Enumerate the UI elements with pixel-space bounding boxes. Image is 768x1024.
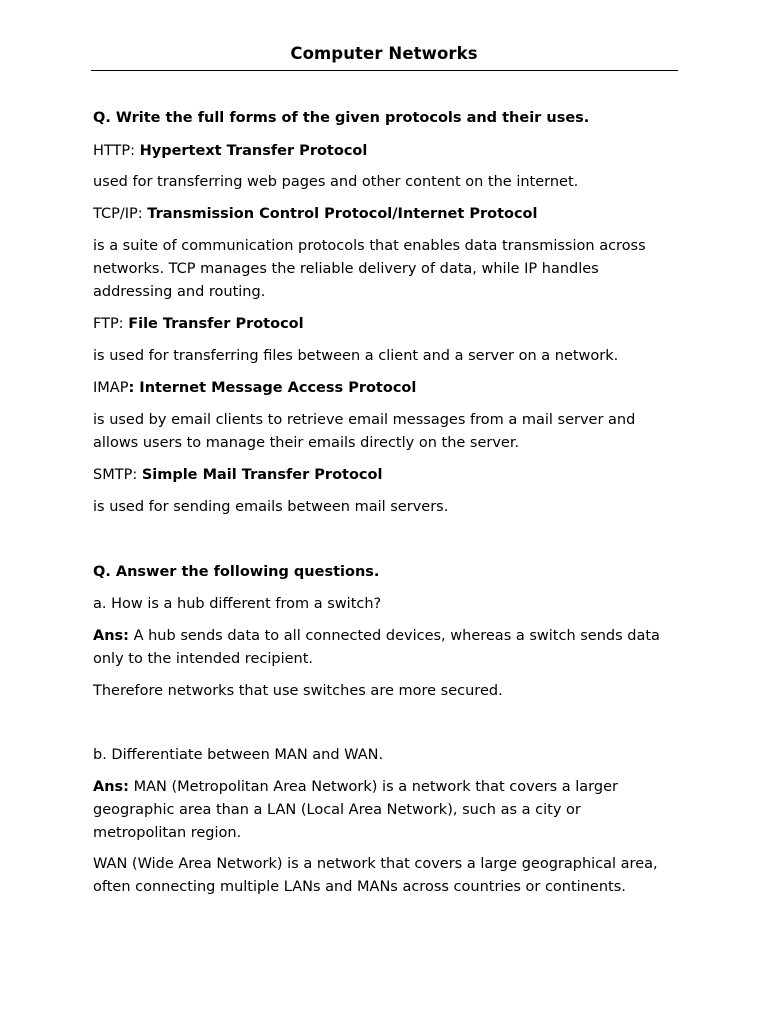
page-title: Computer Networks (290, 44, 478, 63)
protocol-tcpip-use-line: is a suite of communication protocols that enables data transmission across (93, 238, 646, 254)
protocol-ftp-use: is used for transferring files between a client and a server on a network. (93, 348, 619, 364)
protocol-http-heading (93, 140, 693, 163)
question-b: b. Differentiate between MAN and WAN. (93, 747, 384, 763)
answer-text: MAN (Metropolitan Area Network) is a network that covers a larger (128, 779, 618, 795)
protocol-abbr: HTTP: (93, 143, 140, 159)
answer-a-line: only to the intended recipient. (93, 651, 314, 667)
protocol-full-form: Hypertext Transfer Protocol (139, 143, 368, 159)
protocol-smtp-heading (93, 464, 693, 487)
section2-question: Q. Answer the following questions. (93, 564, 380, 580)
protocol-full-form: File Transfer Protocol (128, 316, 304, 332)
protocol-full-form: Transmission Control Protocol/Internet Protocol (147, 206, 538, 222)
protocol-tcpip-heading (93, 203, 693, 226)
ans-label: Ans: (93, 779, 129, 795)
answer-b-extra: WAN (Wide Area Network) is a network that covers a large geographical area, (93, 856, 658, 872)
protocol-full-form: : Internet Message Access Protocol (128, 380, 417, 396)
protocol-imap-heading (93, 377, 693, 400)
protocol-http-use: used for transferring web pages and other content on the internet. (93, 174, 579, 190)
question-a: a. How is a hub different from a switch? (93, 596, 382, 612)
protocol-abbr: IMAP (93, 380, 129, 396)
answer-b-line (93, 776, 693, 799)
protocol-tcpip-use-line: addressing and routing. (93, 284, 266, 300)
ans-label: Ans: (93, 628, 129, 644)
answer-a-line (93, 625, 693, 648)
answer-text: A hub sends data to all connected devices, whereas a switch sends data (128, 628, 660, 644)
answer-b-line: metropolitan region. (93, 825, 242, 841)
protocol-imap-use-line: is used by email clients to retrieve email messages from a mail server and (93, 412, 636, 428)
title-underline (91, 70, 678, 71)
protocol-tcpip-use-line: networks. TCP manages the reliable delivery of data, while IP handles (93, 261, 599, 277)
protocol-ftp-heading (93, 313, 693, 336)
answer-a-extra: Therefore networks that use switches are more secured. (93, 683, 503, 699)
protocol-abbr: SMTP: (93, 467, 142, 483)
protocol-full-form: Simple Mail Transfer Protocol (141, 467, 383, 483)
section1-question: Q. Write the full forms of the given protocols and their uses. (93, 110, 590, 126)
protocol-abbr: FTP: (93, 316, 129, 332)
protocol-smtp-use: is used for sending emails between mail servers. (93, 499, 449, 515)
answer-b-extra: often connecting multiple LANs and MANs across countries or continents. (93, 879, 626, 895)
protocol-imap-use-line: allows users to manage their emails directly on the server. (93, 435, 520, 451)
answer-b-line: geographic area than a LAN (Local Area Network), such as a city or (93, 802, 581, 818)
protocol-abbr: TCP/IP: (93, 206, 148, 222)
